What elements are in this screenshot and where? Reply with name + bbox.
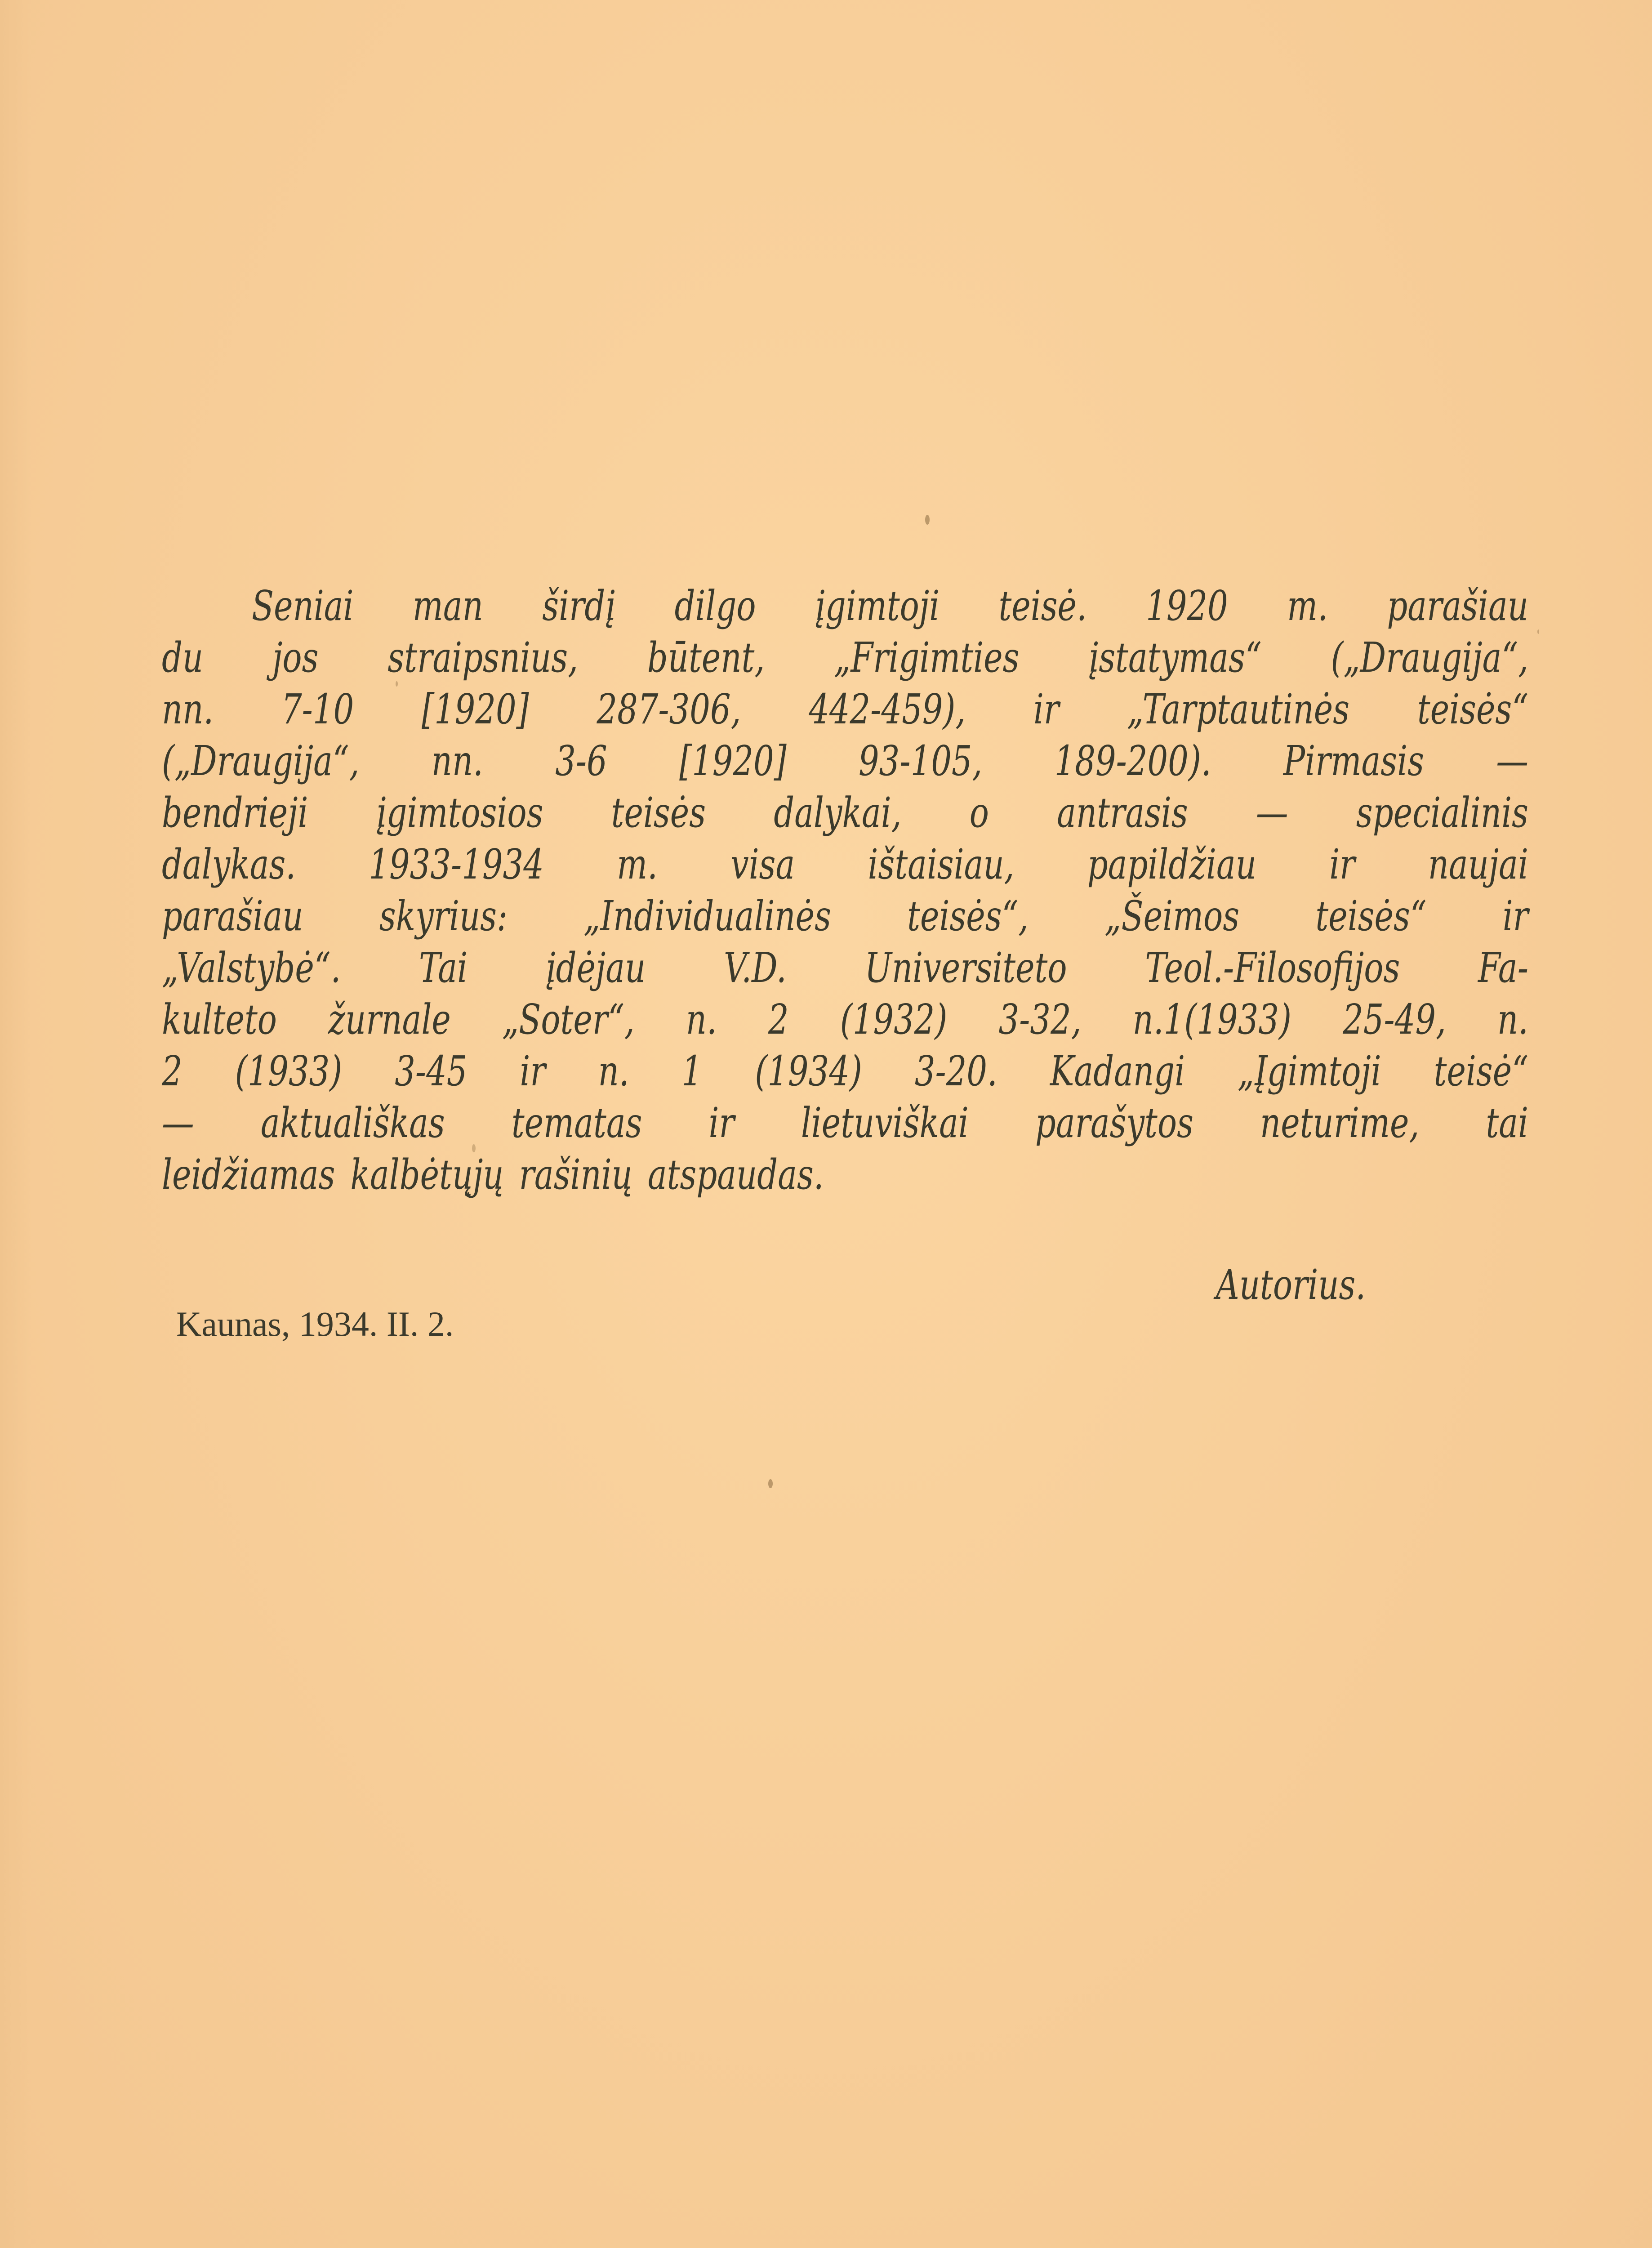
word: 3-45 bbox=[395, 1047, 468, 1095]
word: 1 bbox=[681, 1047, 703, 1095]
word: 3-20. bbox=[914, 1047, 997, 1095]
word: [1920] bbox=[679, 737, 787, 785]
word: „Individualinės bbox=[583, 892, 831, 940]
word: Universiteto bbox=[864, 944, 1067, 992]
word: Kadangi bbox=[1050, 1047, 1185, 1095]
word: 3-32, bbox=[998, 995, 1082, 1044]
word: 3-6 bbox=[555, 737, 607, 785]
word: atspaudas. bbox=[647, 1151, 824, 1199]
word: V.D. bbox=[723, 944, 787, 992]
line-words bbox=[162, 1149, 1228, 1200]
word: — bbox=[162, 1099, 194, 1147]
word: lietuviškai bbox=[801, 1099, 969, 1147]
word: „Valstybė“. bbox=[162, 944, 341, 992]
word: dalykas. bbox=[162, 840, 296, 888]
word: n. bbox=[1497, 995, 1528, 1044]
line-words bbox=[162, 787, 1528, 839]
word: n. bbox=[598, 1047, 629, 1095]
word: rašinių bbox=[519, 1151, 632, 1199]
word: 25-49, bbox=[1343, 995, 1446, 1044]
word: ir bbox=[520, 1047, 546, 1095]
word: kulteto bbox=[162, 995, 277, 1044]
text-line bbox=[162, 1149, 1528, 1200]
word: n.1(1933) bbox=[1132, 995, 1291, 1044]
text-line bbox=[162, 632, 1528, 683]
page-edge-shadow bbox=[0, 0, 31, 2248]
text-line bbox=[162, 735, 1528, 787]
word: tai bbox=[1486, 1099, 1528, 1147]
text-line bbox=[162, 1045, 1528, 1097]
line-words bbox=[162, 994, 1528, 1045]
line-words bbox=[162, 1045, 1528, 1097]
word: dilgo bbox=[674, 582, 756, 630]
word: m. bbox=[617, 840, 658, 888]
place-and-date: Kaunas, 1934. II. 2. bbox=[176, 1304, 454, 1343]
word: du bbox=[162, 633, 204, 682]
word: aktuališkas bbox=[260, 1099, 445, 1147]
word: specialinis bbox=[1356, 789, 1528, 837]
paper-speck bbox=[768, 1479, 773, 1488]
text-line bbox=[162, 580, 1528, 632]
word: parašiau bbox=[162, 892, 303, 940]
word: teisė“ bbox=[1434, 1047, 1528, 1095]
line-words bbox=[162, 890, 1528, 942]
text-line bbox=[162, 994, 1528, 1045]
word: būtent, bbox=[647, 633, 765, 682]
word: Seniai bbox=[252, 582, 354, 630]
word: („Draugija“, bbox=[162, 737, 360, 785]
word: 1933-1934 bbox=[369, 840, 544, 888]
word: Teol.-Filosofijos bbox=[1145, 944, 1400, 992]
word: „Šeimos bbox=[1104, 892, 1240, 940]
text-line bbox=[162, 942, 1528, 994]
line-words bbox=[162, 632, 1528, 683]
word: straipsnius, bbox=[387, 633, 578, 682]
word: teisės bbox=[611, 789, 706, 837]
word: parašiau bbox=[1387, 582, 1528, 630]
word: (1934) bbox=[755, 1047, 862, 1095]
word: įgimtoji bbox=[815, 582, 940, 630]
line-words bbox=[162, 735, 1528, 787]
word: nn. bbox=[162, 685, 214, 733]
word: 189-200). bbox=[1054, 737, 1211, 785]
text-line bbox=[162, 1097, 1528, 1149]
word: Fa- bbox=[1478, 944, 1528, 992]
text-line bbox=[162, 890, 1528, 942]
word: skyrius: bbox=[379, 892, 508, 940]
word: naujai bbox=[1428, 840, 1528, 888]
word: man bbox=[412, 582, 483, 630]
word: — bbox=[1256, 789, 1288, 837]
text-line bbox=[162, 683, 1528, 735]
text-line bbox=[162, 839, 1528, 890]
word: neturime, bbox=[1260, 1099, 1420, 1147]
word: širdį bbox=[542, 582, 616, 630]
word: ir bbox=[1033, 685, 1060, 733]
word: — bbox=[1496, 737, 1528, 785]
word: „Soter“, bbox=[502, 995, 635, 1044]
word: kalbėtųjų bbox=[350, 1151, 504, 1199]
word: 1920 bbox=[1146, 582, 1228, 630]
word: įgimtosios bbox=[376, 789, 543, 837]
line-words bbox=[162, 942, 1528, 994]
word: m. bbox=[1287, 582, 1328, 630]
word: „Frigimties bbox=[834, 633, 1020, 682]
word: ir bbox=[1502, 892, 1528, 940]
word: 287-306, bbox=[597, 685, 741, 733]
word: ištaisiau, bbox=[868, 840, 1015, 888]
word: [1920] bbox=[422, 685, 529, 733]
word: visa bbox=[730, 840, 795, 888]
word: (1932) bbox=[840, 995, 948, 1044]
word: tematas bbox=[511, 1099, 642, 1147]
word: teisės“, bbox=[907, 892, 1029, 940]
author-signature: Autorius. bbox=[1216, 1261, 1366, 1309]
word: dalykai, bbox=[774, 789, 902, 837]
line-words bbox=[252, 580, 1528, 632]
paper-speck bbox=[925, 515, 930, 525]
paper-speck bbox=[1537, 629, 1539, 634]
word: teisės“ bbox=[1417, 685, 1528, 733]
text-line bbox=[162, 787, 1528, 839]
word: jos bbox=[272, 633, 319, 682]
word: įstatymas“ bbox=[1088, 633, 1262, 682]
word: (1933) bbox=[235, 1047, 343, 1095]
word: 2 bbox=[162, 1047, 183, 1095]
word: „Tarptautinės bbox=[1127, 685, 1350, 733]
word: žurnale bbox=[328, 995, 451, 1044]
line-words bbox=[162, 839, 1528, 890]
word: 2 bbox=[768, 995, 789, 1044]
word: 442-459), bbox=[809, 685, 966, 733]
word: „Įgimtoji bbox=[1237, 1047, 1381, 1095]
word: teisė. bbox=[998, 582, 1087, 630]
word: Pirmasis bbox=[1283, 737, 1424, 785]
word: leidžiamas bbox=[162, 1151, 335, 1199]
word: papildžiau bbox=[1087, 840, 1256, 888]
word: ir bbox=[708, 1099, 735, 1147]
word: antrasis bbox=[1057, 789, 1188, 837]
word: įdėjau bbox=[545, 944, 646, 992]
line-words bbox=[162, 683, 1528, 735]
word: Tai bbox=[419, 944, 468, 992]
word: ir bbox=[1329, 840, 1355, 888]
word: („Draugija“, bbox=[1331, 633, 1528, 682]
word: parašytos bbox=[1035, 1099, 1193, 1147]
word: o bbox=[969, 789, 989, 837]
word: 7-10 bbox=[281, 685, 354, 733]
word: 93-105, bbox=[859, 737, 983, 785]
word: n. bbox=[686, 995, 717, 1044]
word: nn. bbox=[431, 737, 483, 785]
line-words bbox=[162, 1097, 1528, 1149]
word: bendrieji bbox=[162, 789, 308, 837]
word: teisės“ bbox=[1315, 892, 1427, 940]
